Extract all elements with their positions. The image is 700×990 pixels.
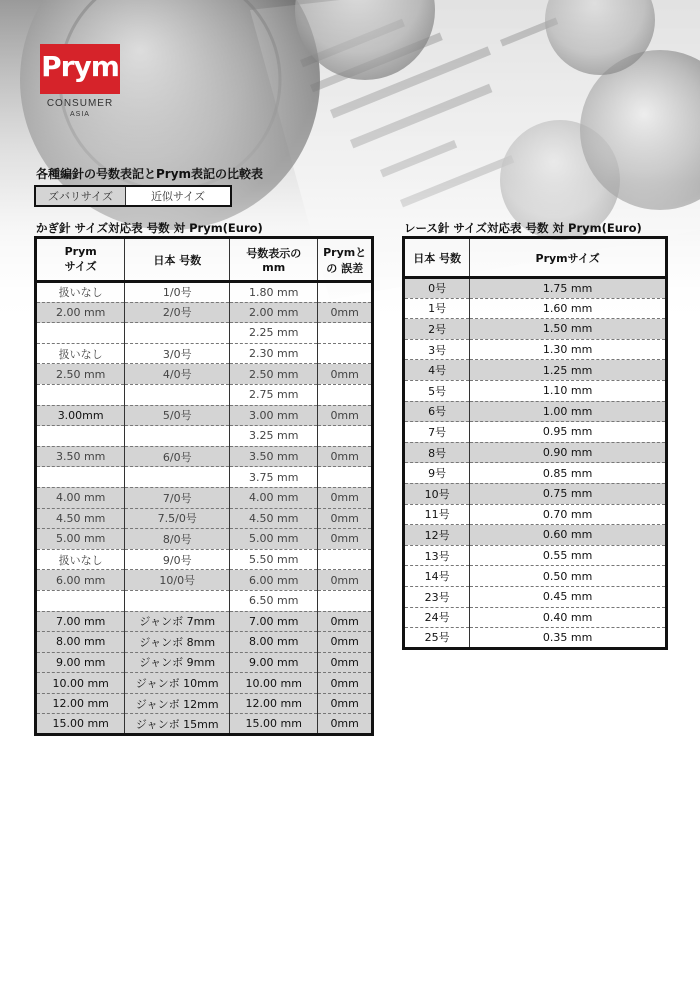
cell-jp-number: 5号 bbox=[404, 380, 470, 401]
cell-mm: 6.50 mm bbox=[230, 590, 318, 611]
table-row bbox=[36, 323, 373, 344]
cell-prym-size: 1.10 mm bbox=[470, 380, 667, 401]
cell-jp-number: 7.5/0号 bbox=[125, 508, 230, 529]
header-diff-line1: Prymと bbox=[323, 245, 367, 259]
prym-logo-text: Prym bbox=[41, 50, 119, 83]
cell-mm: 2.30 mm bbox=[230, 343, 318, 364]
header-jp-number: 日本 号数 bbox=[404, 238, 470, 278]
cell-jp-number: 14号 bbox=[404, 566, 470, 587]
cell-mm: 9.00 mm bbox=[230, 652, 318, 673]
cell-diff: 0mm bbox=[318, 632, 373, 653]
cell-mm: 3.00 mm bbox=[230, 405, 318, 426]
cell-mm: 8.00 mm bbox=[230, 632, 318, 653]
cell-jp-number: 4/0号 bbox=[125, 364, 230, 385]
cell-jp-number: ジャンボ 7mm bbox=[125, 611, 230, 632]
cell-prym-size: 0.40 mm bbox=[470, 607, 667, 628]
legend bbox=[34, 185, 232, 207]
cell-prym-size: 1.30 mm bbox=[470, 339, 667, 360]
table-row bbox=[36, 508, 373, 529]
cell-jp-number: 6/0号 bbox=[125, 446, 230, 467]
table-row bbox=[404, 442, 667, 463]
cell-diff: 0mm bbox=[318, 446, 373, 467]
document-title: 各種編針の号数表記とPrym表記の比較表 bbox=[36, 167, 264, 181]
cell-diff: 0mm bbox=[318, 570, 373, 591]
cell-jp-number bbox=[125, 467, 230, 488]
cell-jp-number: 10号 bbox=[404, 483, 470, 504]
table-row bbox=[36, 549, 373, 570]
cell-mm: 3.50 mm bbox=[230, 446, 318, 467]
cell-prym-size: 7.00 mm bbox=[36, 611, 125, 632]
cell-jp-number: 5/0号 bbox=[125, 405, 230, 426]
cell-jp-number: 2/0号 bbox=[125, 302, 230, 323]
header-diff bbox=[318, 238, 373, 282]
cell-diff: 0mm bbox=[318, 652, 373, 673]
cell-prym-size bbox=[36, 590, 125, 611]
table-row bbox=[36, 590, 373, 611]
cell-jp-number: 1/0号 bbox=[125, 282, 230, 303]
cell-prym-size bbox=[36, 323, 125, 344]
cell-prym-size: 0.90 mm bbox=[470, 442, 667, 463]
cell-jp-number bbox=[125, 323, 230, 344]
cell-diff: 0mm bbox=[318, 611, 373, 632]
table-row bbox=[36, 570, 373, 591]
cell-prym-size: 0.70 mm bbox=[470, 504, 667, 525]
table-row bbox=[36, 673, 373, 694]
cell-jp-number: 0号 bbox=[404, 278, 470, 299]
crochet-size-table bbox=[34, 236, 374, 736]
cell-mm: 5.00 mm bbox=[230, 529, 318, 550]
cell-diff: 0mm bbox=[318, 529, 373, 550]
cell-jp-number: 12号 bbox=[404, 525, 470, 546]
lace-size-table bbox=[402, 236, 668, 650]
cell-diff bbox=[318, 323, 373, 344]
header-mm bbox=[230, 238, 318, 282]
cell-prym-size: 5.00 mm bbox=[36, 529, 125, 550]
cell-prym-size: 8.00 mm bbox=[36, 632, 125, 653]
cell-prym-size: 3.00mm bbox=[36, 405, 125, 426]
table-row bbox=[404, 504, 667, 525]
cell-prym-size: 1.75 mm bbox=[470, 278, 667, 299]
cell-mm: 2.25 mm bbox=[230, 323, 318, 344]
cell-diff: 0mm bbox=[318, 693, 373, 714]
cell-prym-size bbox=[36, 384, 125, 405]
cell-jp-number: 2号 bbox=[404, 319, 470, 340]
cell-prym-size bbox=[36, 467, 125, 488]
table-row bbox=[404, 360, 667, 381]
table-row bbox=[36, 529, 373, 550]
region-label: ASIA bbox=[70, 111, 90, 118]
cell-mm: 4.50 mm bbox=[230, 508, 318, 529]
cell-prym-size: 1.25 mm bbox=[470, 360, 667, 381]
cell-prym-size: 0.85 mm bbox=[470, 463, 667, 484]
table-row bbox=[36, 611, 373, 632]
cell-prym-size: 1.00 mm bbox=[470, 401, 667, 422]
header-prym-line1: Prym bbox=[64, 245, 97, 258]
cell-prym-size: 扱いなし bbox=[36, 282, 125, 303]
cell-mm: 15.00 mm bbox=[230, 714, 318, 735]
cell-mm: 3.25 mm bbox=[230, 426, 318, 447]
table-row bbox=[36, 652, 373, 673]
cell-jp-number: ジャンボ 12mm bbox=[125, 693, 230, 714]
cell-prym-size bbox=[36, 426, 125, 447]
table-row bbox=[36, 405, 373, 426]
table-row bbox=[36, 446, 373, 467]
cell-diff bbox=[318, 384, 373, 405]
table-row bbox=[404, 566, 667, 587]
cell-jp-number: 9号 bbox=[404, 463, 470, 484]
cell-jp-number: 7号 bbox=[404, 422, 470, 443]
cell-jp-number: 3/0号 bbox=[125, 343, 230, 364]
lace-table-title: レース針 サイズ対応表 号数 対 Prym(Euro) bbox=[404, 221, 642, 235]
cell-diff: 0mm bbox=[318, 673, 373, 694]
cell-jp-number: 7/0号 bbox=[125, 487, 230, 508]
cell-jp-number: 9/0号 bbox=[125, 549, 230, 570]
cell-prym-size: 12.00 mm bbox=[36, 693, 125, 714]
consumer-label: CONSUMER bbox=[46, 98, 114, 109]
cell-diff bbox=[318, 426, 373, 447]
table-row bbox=[36, 426, 373, 447]
table-header-row bbox=[36, 238, 373, 282]
cell-jp-number: 6号 bbox=[404, 401, 470, 422]
cell-mm: 4.00 mm bbox=[230, 487, 318, 508]
cell-diff: 0mm bbox=[318, 405, 373, 426]
prym-logo bbox=[40, 44, 120, 94]
cell-jp-number: 8号 bbox=[404, 442, 470, 463]
table-row bbox=[404, 607, 667, 628]
header-mm-line1: 号数表示の bbox=[246, 247, 302, 260]
cell-prym-size: 0.35 mm bbox=[470, 628, 667, 649]
table-row bbox=[36, 467, 373, 488]
cell-mm: 10.00 mm bbox=[230, 673, 318, 694]
cell-diff: 0mm bbox=[318, 364, 373, 385]
header-prym-size: Prymサイズ bbox=[470, 238, 667, 278]
cell-mm: 6.00 mm bbox=[230, 570, 318, 591]
cell-jp-number: 25号 bbox=[404, 628, 470, 649]
cell-mm: 7.00 mm bbox=[230, 611, 318, 632]
table-row bbox=[404, 319, 667, 340]
table-row bbox=[36, 693, 373, 714]
cell-jp-number bbox=[125, 590, 230, 611]
cell-diff: 0mm bbox=[318, 302, 373, 323]
cell-prym-size: 15.00 mm bbox=[36, 714, 125, 735]
table-row bbox=[404, 586, 667, 607]
cell-prym-size: 3.50 mm bbox=[36, 446, 125, 467]
cell-prym-size: 0.45 mm bbox=[470, 586, 667, 607]
table-row bbox=[36, 384, 373, 405]
cell-diff bbox=[318, 590, 373, 611]
cell-jp-number: 4号 bbox=[404, 360, 470, 381]
cell-jp-number: ジャンボ 9mm bbox=[125, 652, 230, 673]
cell-mm: 1.80 mm bbox=[230, 282, 318, 303]
cell-prym-size: 1.50 mm bbox=[470, 319, 667, 340]
table-row bbox=[404, 545, 667, 566]
cell-diff bbox=[318, 282, 373, 303]
table-row bbox=[36, 282, 373, 303]
cell-prym-size: 0.50 mm bbox=[470, 566, 667, 587]
cell-jp-number: 13号 bbox=[404, 545, 470, 566]
table-row bbox=[404, 463, 667, 484]
cell-mm: 3.75 mm bbox=[230, 467, 318, 488]
cell-jp-number: 1号 bbox=[404, 298, 470, 319]
table-row bbox=[36, 302, 373, 323]
table-row bbox=[404, 628, 667, 649]
legend-exact-size: ズバリサイズ bbox=[36, 187, 126, 205]
cell-mm: 2.75 mm bbox=[230, 384, 318, 405]
table-row bbox=[404, 525, 667, 546]
cell-mm: 5.50 mm bbox=[230, 549, 318, 570]
table-row bbox=[404, 278, 667, 299]
table-row bbox=[404, 339, 667, 360]
cell-jp-number bbox=[125, 384, 230, 405]
header-jp-number: 日本 号数 bbox=[125, 238, 230, 282]
cell-diff bbox=[318, 467, 373, 488]
header-mm-line2: mm bbox=[262, 261, 286, 274]
cell-diff bbox=[318, 343, 373, 364]
table-row bbox=[404, 422, 667, 443]
cell-mm: 2.50 mm bbox=[230, 364, 318, 385]
table-row bbox=[36, 343, 373, 364]
cell-prym-size: 10.00 mm bbox=[36, 673, 125, 694]
crochet-table-title: かぎ針 サイズ対応表 号数 対 Prym(Euro) bbox=[36, 221, 263, 235]
cell-prym-size: 2.50 mm bbox=[36, 364, 125, 385]
cell-prym-size: 0.95 mm bbox=[470, 422, 667, 443]
legend-approx-size: 近似サイズ bbox=[126, 187, 230, 205]
cell-diff bbox=[318, 549, 373, 570]
cell-jp-number bbox=[125, 426, 230, 447]
header-prym-line2: サイズ bbox=[64, 260, 97, 273]
cell-jp-number: 24号 bbox=[404, 607, 470, 628]
cell-diff: 0mm bbox=[318, 714, 373, 735]
cell-prym-size: 0.75 mm bbox=[470, 483, 667, 504]
table-row bbox=[404, 380, 667, 401]
cell-mm: 12.00 mm bbox=[230, 693, 318, 714]
cell-prym-size: 0.60 mm bbox=[470, 525, 667, 546]
cell-prym-size: 4.00 mm bbox=[36, 487, 125, 508]
table-row bbox=[36, 487, 373, 508]
cell-jp-number: 3号 bbox=[404, 339, 470, 360]
table-row bbox=[36, 364, 373, 385]
cell-prym-size: 扱いなし bbox=[36, 343, 125, 364]
table-row bbox=[36, 632, 373, 653]
cell-prym-size: 扱いなし bbox=[36, 549, 125, 570]
table-row bbox=[404, 401, 667, 422]
cell-jp-number: 11号 bbox=[404, 504, 470, 525]
cell-jp-number: ジャンボ 15mm bbox=[125, 714, 230, 735]
cell-jp-number: ジャンボ 8mm bbox=[125, 632, 230, 653]
cell-jp-number: 8/0号 bbox=[125, 529, 230, 550]
cell-diff: 0mm bbox=[318, 487, 373, 508]
cell-diff: 0mm bbox=[318, 508, 373, 529]
cell-jp-number: 23号 bbox=[404, 586, 470, 607]
cell-jp-number: ジャンボ 10mm bbox=[125, 673, 230, 694]
cell-jp-number: 10/0号 bbox=[125, 570, 230, 591]
cell-prym-size: 2.00 mm bbox=[36, 302, 125, 323]
header-prym-size bbox=[36, 238, 125, 282]
table-row bbox=[404, 298, 667, 319]
cell-prym-size: 1.60 mm bbox=[470, 298, 667, 319]
cell-mm: 2.00 mm bbox=[230, 302, 318, 323]
cell-prym-size: 4.50 mm bbox=[36, 508, 125, 529]
header-diff-line2: の 誤差 bbox=[326, 261, 364, 275]
cell-prym-size: 6.00 mm bbox=[36, 570, 125, 591]
table-row bbox=[404, 483, 667, 504]
cell-prym-size: 0.55 mm bbox=[470, 545, 667, 566]
table-row bbox=[36, 714, 373, 735]
table-header-row bbox=[404, 238, 667, 278]
cell-prym-size: 9.00 mm bbox=[36, 652, 125, 673]
